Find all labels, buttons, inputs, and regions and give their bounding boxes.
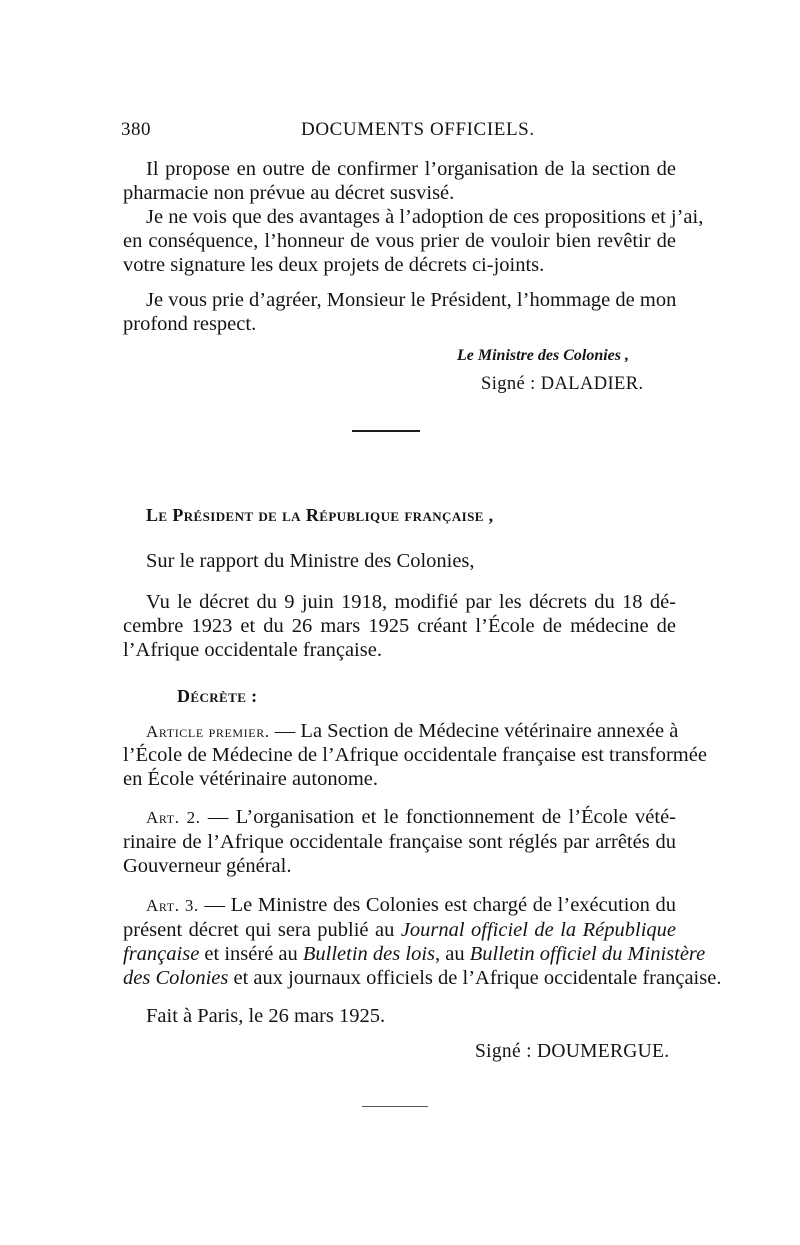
article-2-label: Art. 2. xyxy=(146,808,201,827)
decrete-heading: Décrète : xyxy=(177,686,258,706)
article-3-line-2: présent décret qui sera publié au Journal officiel de la République xyxy=(123,919,676,941)
president-signature: Signé : DOUMERGUE. xyxy=(475,1041,670,1062)
article-3-line-3: française et inséré au Bulletin des lois, au Bulletin officiel du Ministère xyxy=(123,943,706,965)
decree-heading: Le Président de la République française , xyxy=(146,505,494,525)
article-1-line-3: en École vétérinaire autonome. xyxy=(123,768,378,790)
vu-line-2: cembre 1923 et du 26 mars 1925 créant l’École de médecine de xyxy=(123,615,676,637)
vu-line-1: Vu le décret du 9 juin 1918, modifié par les décrets du 18 dé- xyxy=(146,591,676,613)
done-at: Fait à Paris, le 26 mars 1925. xyxy=(146,1005,386,1027)
journal-officiel-ref: Journal officiel de la République xyxy=(400,919,676,941)
article-3-line-4: des Colonies et aux journaux officiels de l’Afrique occidentale française. xyxy=(123,967,722,989)
running-title: DOCUMENTS OFFICIELS. xyxy=(301,119,535,140)
minister-signature: Signé : DALADIER. xyxy=(481,374,644,394)
bulletin-des-lois-ref: Bulletin des lois xyxy=(302,943,435,965)
report-p2-line-1: Je ne vois que des avantages à l’adoption de ces propositions et j’ai, xyxy=(146,206,704,228)
page-number: 380 xyxy=(121,119,151,140)
bulletin-officiel-ref: Bulletin officiel du Ministère xyxy=(469,943,706,965)
article-1-line-2: l’École de Médecine de l’Afrique occidentale française est transformée xyxy=(123,744,707,766)
vu-line-3: l’Afrique occidentale française. xyxy=(123,639,382,661)
report-p1-line-1: Il propose en outre de confirmer l’organisation de la section de xyxy=(146,158,676,180)
report-p1-line-2: pharmacie non prévue au décret susvisé. xyxy=(123,182,455,204)
article-3-line-1: Art. 3. — Le Ministre des Colonies est chargé de l’exécution du xyxy=(146,894,677,916)
article-1-line-1: Article premier. — La Section de Médecine vétérinaire annexée à xyxy=(146,720,679,742)
article-3-label: Art. 3. xyxy=(146,896,199,915)
signer-title: Le Ministre des Colonies , xyxy=(457,347,630,364)
report-p3-line-1: Je vous prie d’agréer, Monsieur le Président, l’hommage de mon xyxy=(146,289,677,311)
article-2-line-1: Art. 2. — L’organisation et le fonctionnement de l’École vété- xyxy=(146,806,676,828)
report-p2-line-3: votre signature les deux projets de décrets ci-joints. xyxy=(123,254,545,276)
report-p2-line-2: en conséquence, l’honneur de vous prier de vouloir bien revêtir de xyxy=(123,230,676,252)
section-rule xyxy=(352,430,420,432)
article-2-line-3: Gouverneur général. xyxy=(123,855,292,877)
decree-preamble: Sur le rapport du Ministre des Colonies, xyxy=(146,550,475,572)
article-1-label: Article premier. xyxy=(146,722,270,741)
footer-rule xyxy=(362,1106,428,1107)
article-2-line-2: rinaire de l’Afrique occidentale française sont réglés par arrêtés du xyxy=(123,831,676,853)
report-p3-line-2: profond respect. xyxy=(123,313,257,335)
